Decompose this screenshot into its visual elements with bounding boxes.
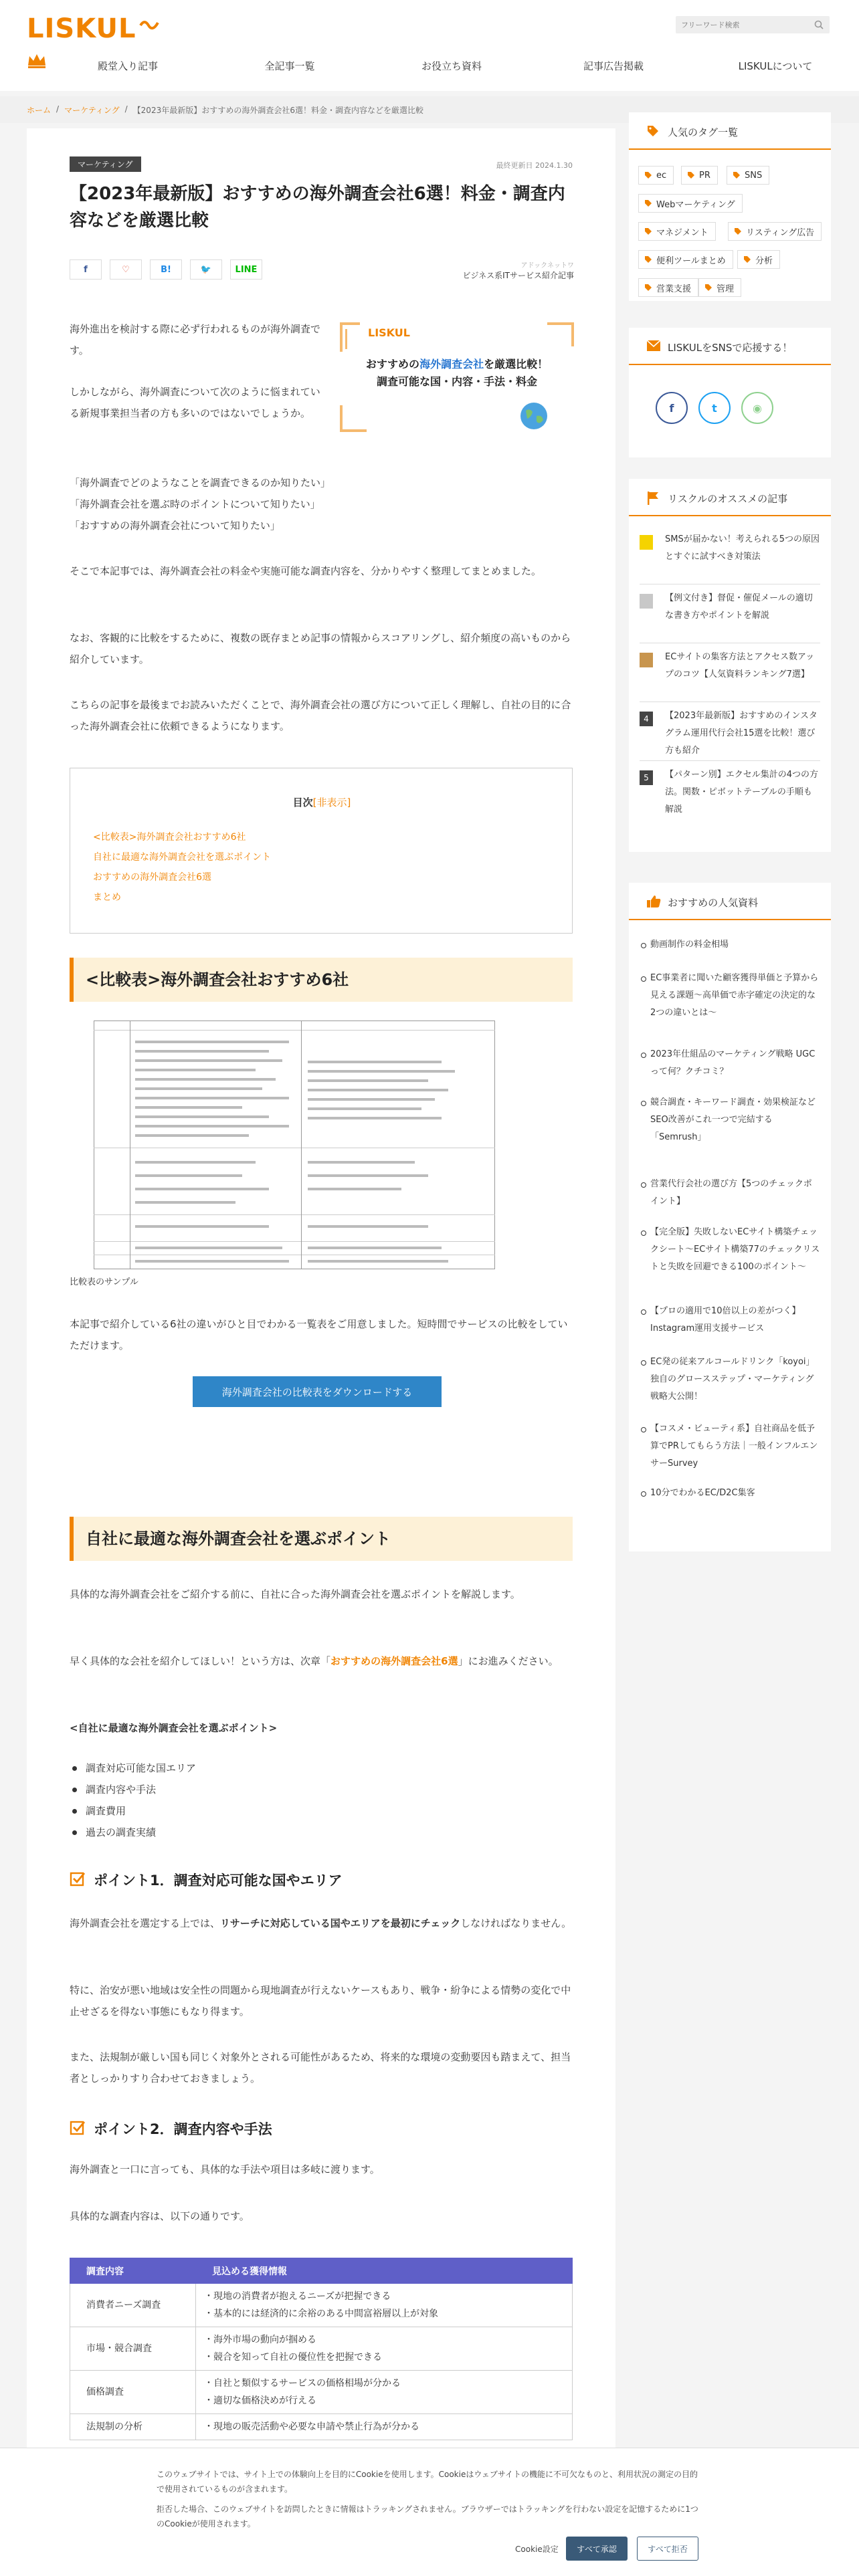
body-paragraph: 具体的な海外調査会社をご紹介する前に、自社に合った海外調査会社を選ぶポイントを解説します。 xyxy=(70,1588,520,1600)
table-header: 見込める獲得情報 xyxy=(196,2258,573,2284)
nav-about[interactable]: LISKULについて xyxy=(738,60,813,72)
logo-swoosh-icon xyxy=(139,17,159,32)
tag-icon xyxy=(644,171,652,179)
popular-resource[interactable]: 競合調査・キーワード調査・効果検証などSEO改善がこれ一つで完結する「Semrush」 xyxy=(640,1094,820,1146)
checkbox-icon xyxy=(70,1871,86,1887)
tag-admin[interactable]: 管理 xyxy=(698,278,741,297)
widget-header: リスクルのオススメの記事 xyxy=(629,479,831,516)
tag-analysis[interactable]: 分析 xyxy=(737,250,780,269)
nav-advertising[interactable]: 記事広告掲載 xyxy=(583,60,644,72)
quote-line: 「海外調査会社を選ぶ時のポイントについて知りたい」 xyxy=(70,498,320,510)
site-header xyxy=(0,0,859,91)
search-input[interactable] xyxy=(681,19,801,30)
table-row xyxy=(70,2284,573,2327)
section-heading: 自社に最適な海外調査会社を選ぶポイント xyxy=(70,1517,573,1561)
body-paragraph: そこで本記事では、海外調査会社の料金や実施可能な調査内容を、分かりやすく整理してまとめました。 xyxy=(70,565,542,577)
comparison-table-sample-image[interactable] xyxy=(94,1021,495,1269)
tag-icon xyxy=(646,124,660,138)
table-row xyxy=(70,2371,573,2414)
body-paragraph: 早く具体的な会社を紹介してほしい！という方は、次章「おすすめの海外調査会社6選」にお進みください。 xyxy=(70,1655,559,1667)
search-box xyxy=(676,16,830,33)
author-info xyxy=(442,259,574,281)
list-item: 過去の調査実績 xyxy=(70,1822,573,1843)
breadcrumb-home[interactable]: ホーム xyxy=(27,106,52,115)
category-badge[interactable]: マーケティング xyxy=(70,156,141,172)
tag-sales-support[interactable]: 営業支援 xyxy=(638,278,698,297)
tag-pr[interactable]: PR xyxy=(681,166,718,185)
breadcrumb-separator: / xyxy=(56,104,60,114)
breadcrumb-current: 【2023年最新版】おすすめの海外調査会社6選！料金・調査内容などを厳選比較 xyxy=(132,106,423,115)
body-paragraph: 本記事で紹介している6社の違いがひと目でわかる一覧表をご用意しました。短時間でサービスの比較をしていただけます。 xyxy=(70,1318,568,1352)
body-paragraph: 海外調査と一口に言っても、具体的な手法や項目は多岐に渡ります。 xyxy=(70,2163,380,2175)
popular-resource[interactable]: EC発の従来アルコールドリンク「koyoi」独自のグロースステップ・マーケティング戦略大公開！ xyxy=(640,1354,820,1406)
table-cell: ・自社と類似するサービスの価格相場が分かる ・適切な価格決めが行える xyxy=(196,2371,573,2414)
cookie-banner xyxy=(0,2448,859,2576)
thumbs-up-icon xyxy=(646,895,661,908)
cookie-settings-link[interactable]: Cookie設定 xyxy=(515,2545,559,2554)
share-buttons xyxy=(70,259,262,280)
table-cell: ・現地の消費者が抱えるニーズが把握できる ・基本的には経済的に余裕のある中間富裕層以上が対象 xyxy=(196,2284,573,2327)
author-name[interactable]: ビジネス系ITサービス紹介記事 xyxy=(462,271,574,280)
table-cell: 消費者ニーズ調査 xyxy=(70,2284,196,2327)
nav-resources[interactable]: お役立ち資料 xyxy=(421,60,482,72)
widget-header: おすすめの人気資料 xyxy=(629,883,831,920)
download-comparison-button[interactable]: 海外調査会社の比較表をダウンロードする xyxy=(193,1376,442,1407)
global-nav xyxy=(47,51,856,80)
site-logo[interactable]: LISKUL xyxy=(27,13,136,44)
quote-line: 「おすすめの海外調査会社について知りたい」 xyxy=(70,520,280,532)
quote-line: 「海外調査でどのようなことを調査できるのか知りたい」 xyxy=(70,477,331,489)
image-caption: 比較表のサンプル xyxy=(70,1277,138,1287)
body-paragraph: 具体的な調査内容は、以下の通りです。 xyxy=(70,2210,250,2222)
body-paragraph: また、法規制が厳しい国も同じく対象外とされる可能性があるため、将来的な環境の変動要因も踏まえて、担当者としっかりすり合わせておきましょう。 xyxy=(70,2051,571,2084)
table-cell: 市場・競合調査 xyxy=(70,2327,196,2371)
points-list xyxy=(70,1757,573,1843)
nav-hall-of-fame[interactable]: 殿堂入り記事 xyxy=(97,60,158,72)
pocket-share-button[interactable]: ♡ xyxy=(110,259,142,280)
tag-icon xyxy=(644,227,652,235)
recommended-article[interactable]: ECサイトの集客方法とアクセス数アップのコツ【人気資料ランキング7選】 xyxy=(640,649,820,702)
tag-icon xyxy=(704,284,712,292)
table-cell: 法規制の分析 xyxy=(70,2414,196,2440)
reject-all-button[interactable]: すべて拒否 xyxy=(637,2537,698,2561)
widget-header: 人気のタグ一覧 xyxy=(629,112,831,150)
checkbox-icon xyxy=(70,2120,86,2136)
section-heading: <比較表>海外調査会社おすすめ6社 xyxy=(70,958,573,1002)
recommended-article[interactable]: 4 【2023年最新版】おすすめのインスタグラム運用代行会社15選を比較！選び方も紹介 xyxy=(640,708,820,761)
body-paragraph: 特に、治安が悪い地域は安全性の問題から現地調査が行えないケースもあり、戦争・紛争による情勢の変化で中止せざるを得ない事態にもなり得ます。 xyxy=(70,1984,571,2018)
hatena-share-button[interactable]: B! xyxy=(150,259,182,280)
nav-all-articles[interactable]: 全記事一覧 xyxy=(264,60,315,72)
body-paragraph: こちらの記事を最後までお読みいただくことで、海外調査会社の選び方について正しく理解し、自社の目的に合った海外調査会社に依頼できるようになります。 xyxy=(70,699,571,732)
facebook-icon[interactable]: f xyxy=(656,392,688,424)
popular-resource[interactable]: 営業代行会社の選び方【5つのチェックポイント】 xyxy=(640,1176,820,1210)
crown-icon xyxy=(27,52,47,68)
tag-tools[interactable]: 便利ツールまとめ xyxy=(638,250,733,269)
toc-toggle[interactable]: [非表示] xyxy=(312,796,351,809)
popular-resource[interactable]: 10分でわかるEC/D2C集客 xyxy=(640,1485,820,1502)
widget-header: LISKULをSNSで応援する！ xyxy=(629,328,831,365)
tag-icon xyxy=(644,284,652,292)
flag-icon xyxy=(646,491,660,506)
search-icon[interactable] xyxy=(814,19,824,30)
table-cell: 価格調査 xyxy=(70,2371,196,2414)
list-item: 調査対応可能な国エリア xyxy=(70,1757,573,1779)
envelope-icon xyxy=(646,340,661,352)
tag-listing-ads[interactable]: リスティング広告 xyxy=(728,222,822,241)
toc-item[interactable]: おすすめの海外調査会社6選 xyxy=(93,872,212,883)
popular-resource[interactable]: 【コスメ・ビューティ系】自社商品を低予算でPRしてもらう方法｜一般インフルエンサーSurvey xyxy=(640,1420,820,1473)
updated-date: 最終更新日 2024.1.30 xyxy=(496,161,573,170)
tag-icon xyxy=(644,199,652,207)
cookie-text: このウェブサイトでは、サイト上での体験向上を目的にCookieを使用します。Cookieはウェブサイトの機能に不可欠なものと、利用状況の測定の目的で使用されているものが含まれます。 xyxy=(157,2470,698,2494)
popular-resource[interactable]: 【プロの適用で10倍以上の差がつく】Instagram運用支援サービス xyxy=(640,1303,820,1337)
body-paragraph: なお、客観的に比較をするために、複数の既存まとめ記事の情報からスコアリングし、紹介頻度の高いものから紹介しています。 xyxy=(70,632,571,665)
recommended-article[interactable]: SMSが届かない！考えられる5つの原因とすぐに試すべき対策法 xyxy=(640,531,820,584)
sidebar-tags-widget xyxy=(629,112,831,301)
breadcrumb-marketing[interactable]: マーケティング xyxy=(64,106,120,115)
tag-web-marketing[interactable]: Webマーケティング xyxy=(638,194,743,213)
tag-management[interactable]: マネジメント xyxy=(638,222,716,241)
sidebar-popular-widget xyxy=(629,883,831,1551)
line-share-button[interactable]: LINE xyxy=(230,259,262,280)
body-paragraph: 海外調査会社を選定する上では、リサーチに対応している国やエリアを最初にチェックしなければなりません。 xyxy=(70,1917,572,1929)
table-header: 調査内容 xyxy=(70,2258,196,2284)
toc-item[interactable]: <比較表>海外調査会社おすすめ6社 xyxy=(93,832,246,843)
list-item: 調査内容や手法 xyxy=(70,1779,573,1800)
popular-resource[interactable]: 動画制作の料金相場 xyxy=(640,936,820,954)
toc-item[interactable]: 自社に最適な海外調査会社を選ぶポイント xyxy=(93,852,271,863)
rss-icon[interactable]: ◉ xyxy=(741,392,773,424)
subsection-heading: ポイント1．調査対応可能な国やエリア xyxy=(70,1866,573,1893)
facebook-share-button[interactable]: f xyxy=(70,259,102,280)
hero-logo: LISKUL xyxy=(368,326,410,339)
next-chapter-link[interactable]: おすすめの海外調査会社6選 xyxy=(330,1655,458,1667)
globe-icon xyxy=(519,401,549,431)
tag-icon xyxy=(687,171,695,179)
table-row xyxy=(70,2414,573,2440)
twitter-share-button[interactable]: 🐦 xyxy=(190,259,222,280)
research-content-table xyxy=(70,2258,573,2440)
article xyxy=(27,128,615,2576)
twitter-icon[interactable]: t xyxy=(698,392,731,424)
table-cell: ・現地の販売活動や必要な申請や禁止行為が分かる xyxy=(196,2414,573,2440)
popular-resource[interactable]: EC事業者に聞いた顧客獲得単価と予算から見える課題〜高単価で赤字確定の決定的な2つの違いとは〜 xyxy=(640,970,820,1022)
table-of-contents xyxy=(70,768,573,934)
popular-resource[interactable]: 2023年仕組品のマーケティング戦略 UGCって何？クチコミ？ xyxy=(640,1046,820,1081)
hero-title: おすすめの海外調査会社を厳選比較！ xyxy=(365,358,549,370)
toc-title: 目次[非表示] xyxy=(292,796,351,809)
points-heading: <自社に最適な海外調査会社を選ぶポイント> xyxy=(70,1722,278,1734)
popular-resource[interactable]: 【完全版】失敗しないECサイト構築チェックシート〜ECサイト構築77のチェックリストと失敗を回避できる100のポイント〜 xyxy=(640,1224,820,1276)
toc-item[interactable]: まとめ xyxy=(93,892,121,903)
intro-paragraph: しかしながら、海外調査について次のように悩まれている新規事業担当者の方も多いのではないでしょうか。 xyxy=(70,386,320,419)
recommended-article[interactable]: 5 【パターン別】エクセル集計の4つの方法。関数・ピボットテーブルの手順も解説 xyxy=(640,766,820,820)
hero-subtitle: 調査可能な国・内容・手法・料金 xyxy=(376,375,537,388)
tag-icon xyxy=(644,255,652,263)
sidebar-sns-widget xyxy=(629,328,831,457)
tag-sns[interactable]: SNS xyxy=(727,166,769,185)
tag-icon xyxy=(734,227,742,235)
recommended-article[interactable]: 【例文付き】督促・催促メールの適切な書き方やポイントを解説 xyxy=(640,590,820,643)
tag-icon xyxy=(733,171,741,179)
table-cell: ・海外市場の動向が掴める ・競合を知って自社の優位性を把握できる xyxy=(196,2327,573,2371)
accept-all-button[interactable]: すべて承認 xyxy=(566,2537,628,2561)
article-title: 【2023年最新版】おすすめの海外調査会社6選！料金・調査内容などを厳選比較 xyxy=(70,184,565,231)
breadcrumb-separator: / xyxy=(124,104,128,114)
table-header-row xyxy=(70,2258,573,2284)
table-row xyxy=(70,2327,573,2371)
tag-icon xyxy=(743,255,751,263)
cookie-text: 拒否した場合、このウェブサイトを訪問したときに情報はトラッキングされません。ブラウザーではトラッキングを行わない設定を記憶するために1つのCookieが使用されます。 xyxy=(157,2504,698,2529)
sidebar-recommended-widget xyxy=(629,479,831,852)
subsection-heading: ポイント2．調査内容や手法 xyxy=(70,2115,573,2141)
intro-paragraph: 海外進出を検討する際に必ず行われるものが海外調査です。 xyxy=(70,323,321,356)
author-label: アドックネットワ xyxy=(520,262,574,270)
tag-ec[interactable]: ec xyxy=(638,166,674,185)
list-item: 調査費用 xyxy=(70,1800,573,1822)
hero-image xyxy=(340,322,574,432)
